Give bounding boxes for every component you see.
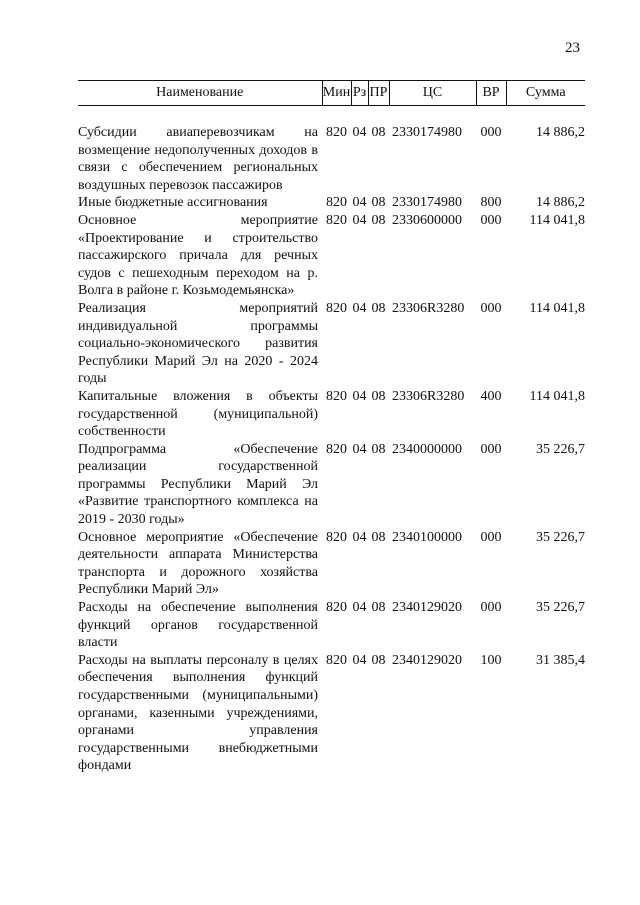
- row-pr: 08: [371, 529, 386, 545]
- row-vr: 000: [480, 300, 502, 316]
- table-row: [78, 652, 585, 775]
- budget-table: [78, 80, 585, 775]
- row-rz: 04: [352, 652, 367, 668]
- table-row: [78, 212, 585, 300]
- row-name: Расходы на выплаты персоналу в целях обеспечения выполнения функций государственными (муниципальными) органами, казенными учреждениями, органами управления государственными внебюджетными фондами: [78, 652, 318, 774]
- row-cs: 2330174980: [392, 195, 462, 211]
- row-cs: 23306R3280: [392, 300, 465, 316]
- page-number: 23: [565, 40, 580, 56]
- row-name: Основное мероприятие «Обеспечение деятельности аппарата Министерства транспорта и дорожного хозяйства Республики Марий Эл»: [78, 529, 318, 598]
- row-rz: 04: [352, 300, 367, 316]
- row-rz: 04: [352, 125, 367, 140]
- table-row: [78, 124, 585, 194]
- row-vr: 000: [480, 441, 502, 457]
- row-min: 820: [326, 600, 347, 616]
- row-sum: 14 886,2: [536, 195, 585, 211]
- row-cs: 2340129020: [392, 600, 462, 616]
- row-pr: 08: [371, 600, 386, 616]
- row-name: Подпрограмма «Обеспечение реализации государственной программы Республики Марий Эл «Развитие транспортного комплекса на 2019 - 2030 годы»: [78, 441, 318, 528]
- row-sum: 114 041,8: [529, 388, 585, 404]
- row-pr: 08: [371, 388, 386, 404]
- row-rz: 04: [352, 212, 367, 228]
- table-row: [78, 529, 585, 599]
- row-min: 820: [326, 125, 347, 140]
- header-min: Мин: [322, 81, 351, 106]
- row-pr: 08: [371, 125, 386, 140]
- row-min: 820: [326, 529, 347, 545]
- row-name: Реализация мероприятий индивидуальной программы социально-экономического развития Республики Марий Эл на 2020 - 2024 годы: [78, 300, 318, 387]
- row-vr: 000: [480, 600, 502, 616]
- row-sum: 35 226,7: [536, 600, 585, 616]
- row-name: Субсидии авиаперевозчикам на возмещение недополученных доходов в связи с обеспечением региональных воздушных перевозок пассажиров: [78, 125, 318, 193]
- row-rz: 04: [352, 388, 367, 404]
- row-min: 820: [326, 652, 347, 668]
- row-vr: 100: [480, 652, 502, 668]
- header-pr: ПР: [368, 81, 389, 106]
- row-pr: 08: [371, 652, 386, 668]
- table-row: [78, 388, 585, 441]
- row-cs: 2330600000: [392, 212, 462, 228]
- header-vr: ВР: [476, 81, 506, 106]
- row-name: Основное мероприятие «Проектирование и строительство пассажирского причала для речных судов с пешеходным переходом на р. Волга в районе г. Козьмодемьянска»: [78, 212, 318, 299]
- row-vr: 400: [480, 388, 502, 404]
- row-pr: 08: [371, 212, 386, 228]
- row-vr: 000: [480, 125, 502, 140]
- row-min: 820: [326, 212, 347, 228]
- row-name: Иные бюджетные ассигнования: [78, 195, 268, 211]
- row-rz: 04: [352, 600, 367, 616]
- row-cs: 23306R3280: [392, 388, 465, 404]
- header-name: Наименование: [78, 81, 322, 106]
- table-row: [78, 599, 585, 652]
- table-row: [78, 441, 585, 529]
- row-rz: 04: [352, 441, 367, 457]
- row-cs: 2330174980: [392, 125, 462, 140]
- row-vr: 800: [480, 195, 502, 211]
- table-row: [78, 194, 585, 212]
- row-sum: 35 226,7: [536, 529, 585, 545]
- row-sum: 114 041,8: [529, 300, 585, 316]
- header-rz: Рз: [351, 81, 368, 106]
- row-min: 820: [326, 195, 347, 211]
- row-min: 820: [326, 388, 347, 404]
- row-vr: 000: [480, 529, 502, 545]
- table-header-row: [78, 81, 585, 106]
- row-sum: 31 385,4: [536, 652, 585, 668]
- row-sum: 14 886,2: [536, 125, 585, 140]
- row-rz: 04: [352, 195, 367, 211]
- table-row: [78, 300, 585, 388]
- row-sum: 114 041,8: [529, 212, 585, 228]
- header-spacer: [78, 106, 585, 125]
- row-min: 820: [326, 441, 347, 457]
- row-vr: 000: [480, 212, 502, 228]
- row-pr: 08: [371, 195, 386, 211]
- row-min: 820: [326, 300, 347, 316]
- row-cs: 2340100000: [392, 529, 462, 545]
- row-cs: 2340129020: [392, 652, 462, 668]
- row-pr: 08: [371, 441, 386, 457]
- row-name: Капитальные вложения в объекты государственной (муниципальной) собственности: [78, 388, 318, 440]
- header-sum: Сумма: [506, 81, 585, 106]
- row-sum: 35 226,7: [536, 441, 585, 457]
- row-cs: 2340000000: [392, 441, 462, 457]
- row-pr: 08: [371, 300, 386, 316]
- header-cs: ЦС: [389, 81, 476, 106]
- row-name: Расходы на обеспечение выполнения функций органов государственной власти: [78, 600, 318, 651]
- row-rz: 04: [352, 529, 367, 545]
